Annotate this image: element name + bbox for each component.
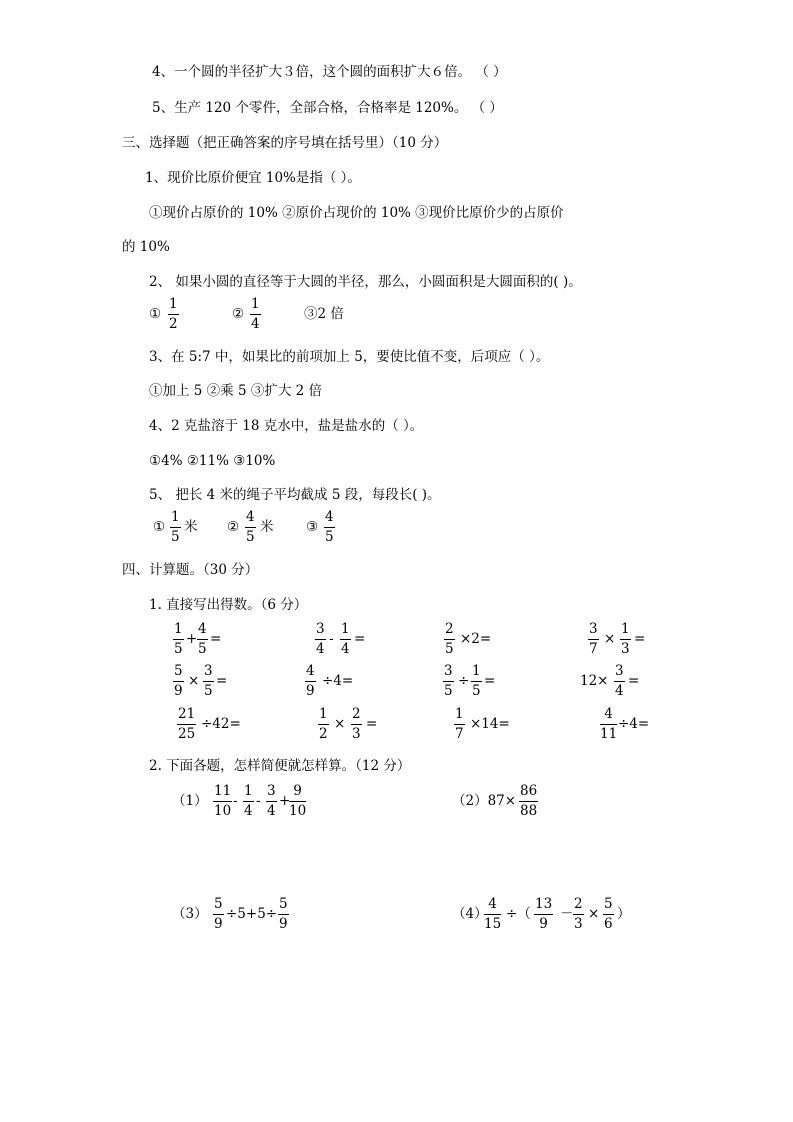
judge-q5: 5、生产 120 个零件，全部合格，合格率是 120%。 （ ） — [152, 100, 503, 116]
r1-c-frac: 2 5 — [445, 621, 454, 657]
q2-option-1-mark: ① — [149, 306, 162, 322]
r2-b-frac: 4 9 — [306, 663, 315, 699]
q5-option-3-fraction: 4 5 — [325, 509, 334, 545]
s4-label: （4） — [452, 906, 488, 922]
choice-q4-options: ①4% ②11% ③10% — [149, 453, 276, 469]
r2-c-op: ÷ — [458, 673, 470, 689]
s1-op1: - — [233, 793, 238, 809]
r1-b-frac1: 3 4 — [316, 621, 325, 657]
s1-frac4: 9 10 — [289, 783, 307, 819]
r3-a-tail: ÷42= — [201, 716, 241, 732]
r2-a-frac1: 5 9 — [174, 663, 183, 699]
r1-a-frac1: 1 5 — [174, 621, 183, 657]
s4-mid: ÷（ — [506, 906, 531, 922]
judge-q4: 4、一个圆的半径扩大３倍，这个圆的面积扩大６倍。 （ ） — [152, 64, 507, 80]
r2-b-tail: ÷4= — [322, 673, 354, 689]
r1-b-eq: = — [354, 631, 366, 647]
r1-a-op: + — [186, 631, 198, 647]
r2-c-frac1: 3 5 — [444, 663, 453, 699]
q2-option-1-fraction: 1 2 — [169, 296, 178, 332]
r1-a-eq: = — [210, 631, 222, 647]
r1-b-frac2: 1 4 — [341, 621, 350, 657]
s4-frac4: 5 6 — [604, 896, 613, 932]
r2-d-pre: 12× — [580, 673, 609, 689]
s4-frac1: 4 15 — [484, 896, 502, 932]
r1-a-frac2: 4 5 — [198, 621, 207, 657]
r3-b-frac1: 1 2 — [319, 706, 328, 742]
s4-op2: － — [560, 906, 574, 922]
r3-a-frac: 21 25 — [178, 706, 196, 742]
calc-part2-title: 2. 下面各题，怎样简便就怎样算。（12 分） — [149, 758, 411, 774]
q5-option-1-fraction: 1 5 — [171, 509, 180, 545]
choice-q1: 1、现价比原价便宜 10%是指（ ）。 — [145, 170, 361, 186]
r3-d-frac: 4 11 — [600, 706, 618, 742]
choice-heading: 三、选择题（把正确答案的序号填在括号里）（10 分） — [122, 135, 448, 151]
q5-option-1-unit: 米 — [184, 519, 198, 535]
r1-d-eq: = — [634, 631, 646, 647]
r1-b-op: - — [329, 631, 334, 647]
choice-q5: 5、 把长 4 米的绳子平均截成 5 段，每段长( )。 — [149, 487, 441, 503]
s1-frac1: 11 10 — [214, 783, 232, 819]
s4-op3: × — [588, 906, 600, 922]
r3-b-op: × — [334, 716, 346, 732]
s3-frac1: 5 9 — [214, 896, 223, 932]
s4-frac3: 2 3 — [574, 896, 583, 932]
q5-option-2-fraction: 4 5 — [246, 509, 255, 545]
r2-a-frac2: 3 5 — [204, 663, 213, 699]
r1-d-frac1: 3 7 — [589, 621, 598, 657]
calc-heading: 四、计算题。（30 分） — [122, 562, 259, 578]
choice-q1-options-cont: 的 10% — [122, 239, 170, 255]
r2-a-op: × — [188, 673, 200, 689]
r3-b-eq: = — [366, 716, 378, 732]
s2-label: （2）87× — [452, 793, 517, 809]
choice-q3: 3、在 5:7 中，如果比的前项加上 5，要使比值不变，后项应（ ）。 — [149, 349, 550, 365]
r2-c-eq: = — [484, 673, 496, 689]
calc-part1-title: 1. 直接写出得数。（6 分） — [149, 597, 308, 613]
s4-end: ） — [617, 906, 631, 922]
q5-option-2-mark: ② — [227, 519, 240, 535]
r3-b-frac2: 2 3 — [352, 706, 361, 742]
r1-c-tail: ×2= — [460, 631, 492, 647]
s4-frac2: 13 9 — [535, 896, 553, 932]
s3-mid: ÷5+5÷ — [226, 906, 278, 922]
r2-a-eq: = — [216, 673, 228, 689]
s3-label: （3） — [172, 906, 208, 922]
s3-frac2: 5 9 — [279, 896, 288, 932]
q5-option-2-unit: 米 — [260, 519, 274, 535]
q2-option-3: ③2 倍 — [304, 306, 344, 322]
r1-d-frac2: 1 3 — [621, 621, 630, 657]
s1-op2: - — [256, 793, 261, 809]
choice-q2: 2、 如果小圆的直径等于大圆的半径，那么，小圆面积是大圆面积的( )。 — [149, 274, 582, 290]
choice-q3-options: ①加上 5 ②乘 5 ③扩大 2 倍 — [149, 383, 323, 399]
q5-option-3-mark: ③ — [306, 519, 319, 535]
s1-op3: + — [279, 793, 291, 809]
s1-frac3: 3 4 — [267, 783, 276, 819]
q2-option-2-fraction: 1 4 — [251, 296, 260, 332]
q5-option-1-mark: ① — [153, 519, 166, 535]
r1-d-op: × — [604, 631, 616, 647]
r3-c-frac: 1 7 — [455, 706, 464, 742]
s1-label: （1） — [172, 793, 208, 809]
r2-c-frac2: 1 5 — [472, 663, 481, 699]
s1-frac2: 1 4 — [244, 783, 253, 819]
r2-d-frac: 3 4 — [615, 663, 624, 699]
q2-option-2-mark: ② — [232, 306, 245, 322]
r3-c-tail: ×14= — [470, 716, 510, 732]
r2-d-eq: = — [628, 673, 640, 689]
choice-q1-options: ①现价占原价的 10% ②原价占现价的 10% ③现价比原价少的占原价 — [149, 205, 564, 221]
r3-d-tail: ÷4= — [618, 716, 650, 732]
s2-frac: 86 88 — [520, 783, 538, 819]
choice-q4: 4、2 克盐溶于 18 克水中，盐是盐水的（ ）。 — [149, 418, 424, 434]
